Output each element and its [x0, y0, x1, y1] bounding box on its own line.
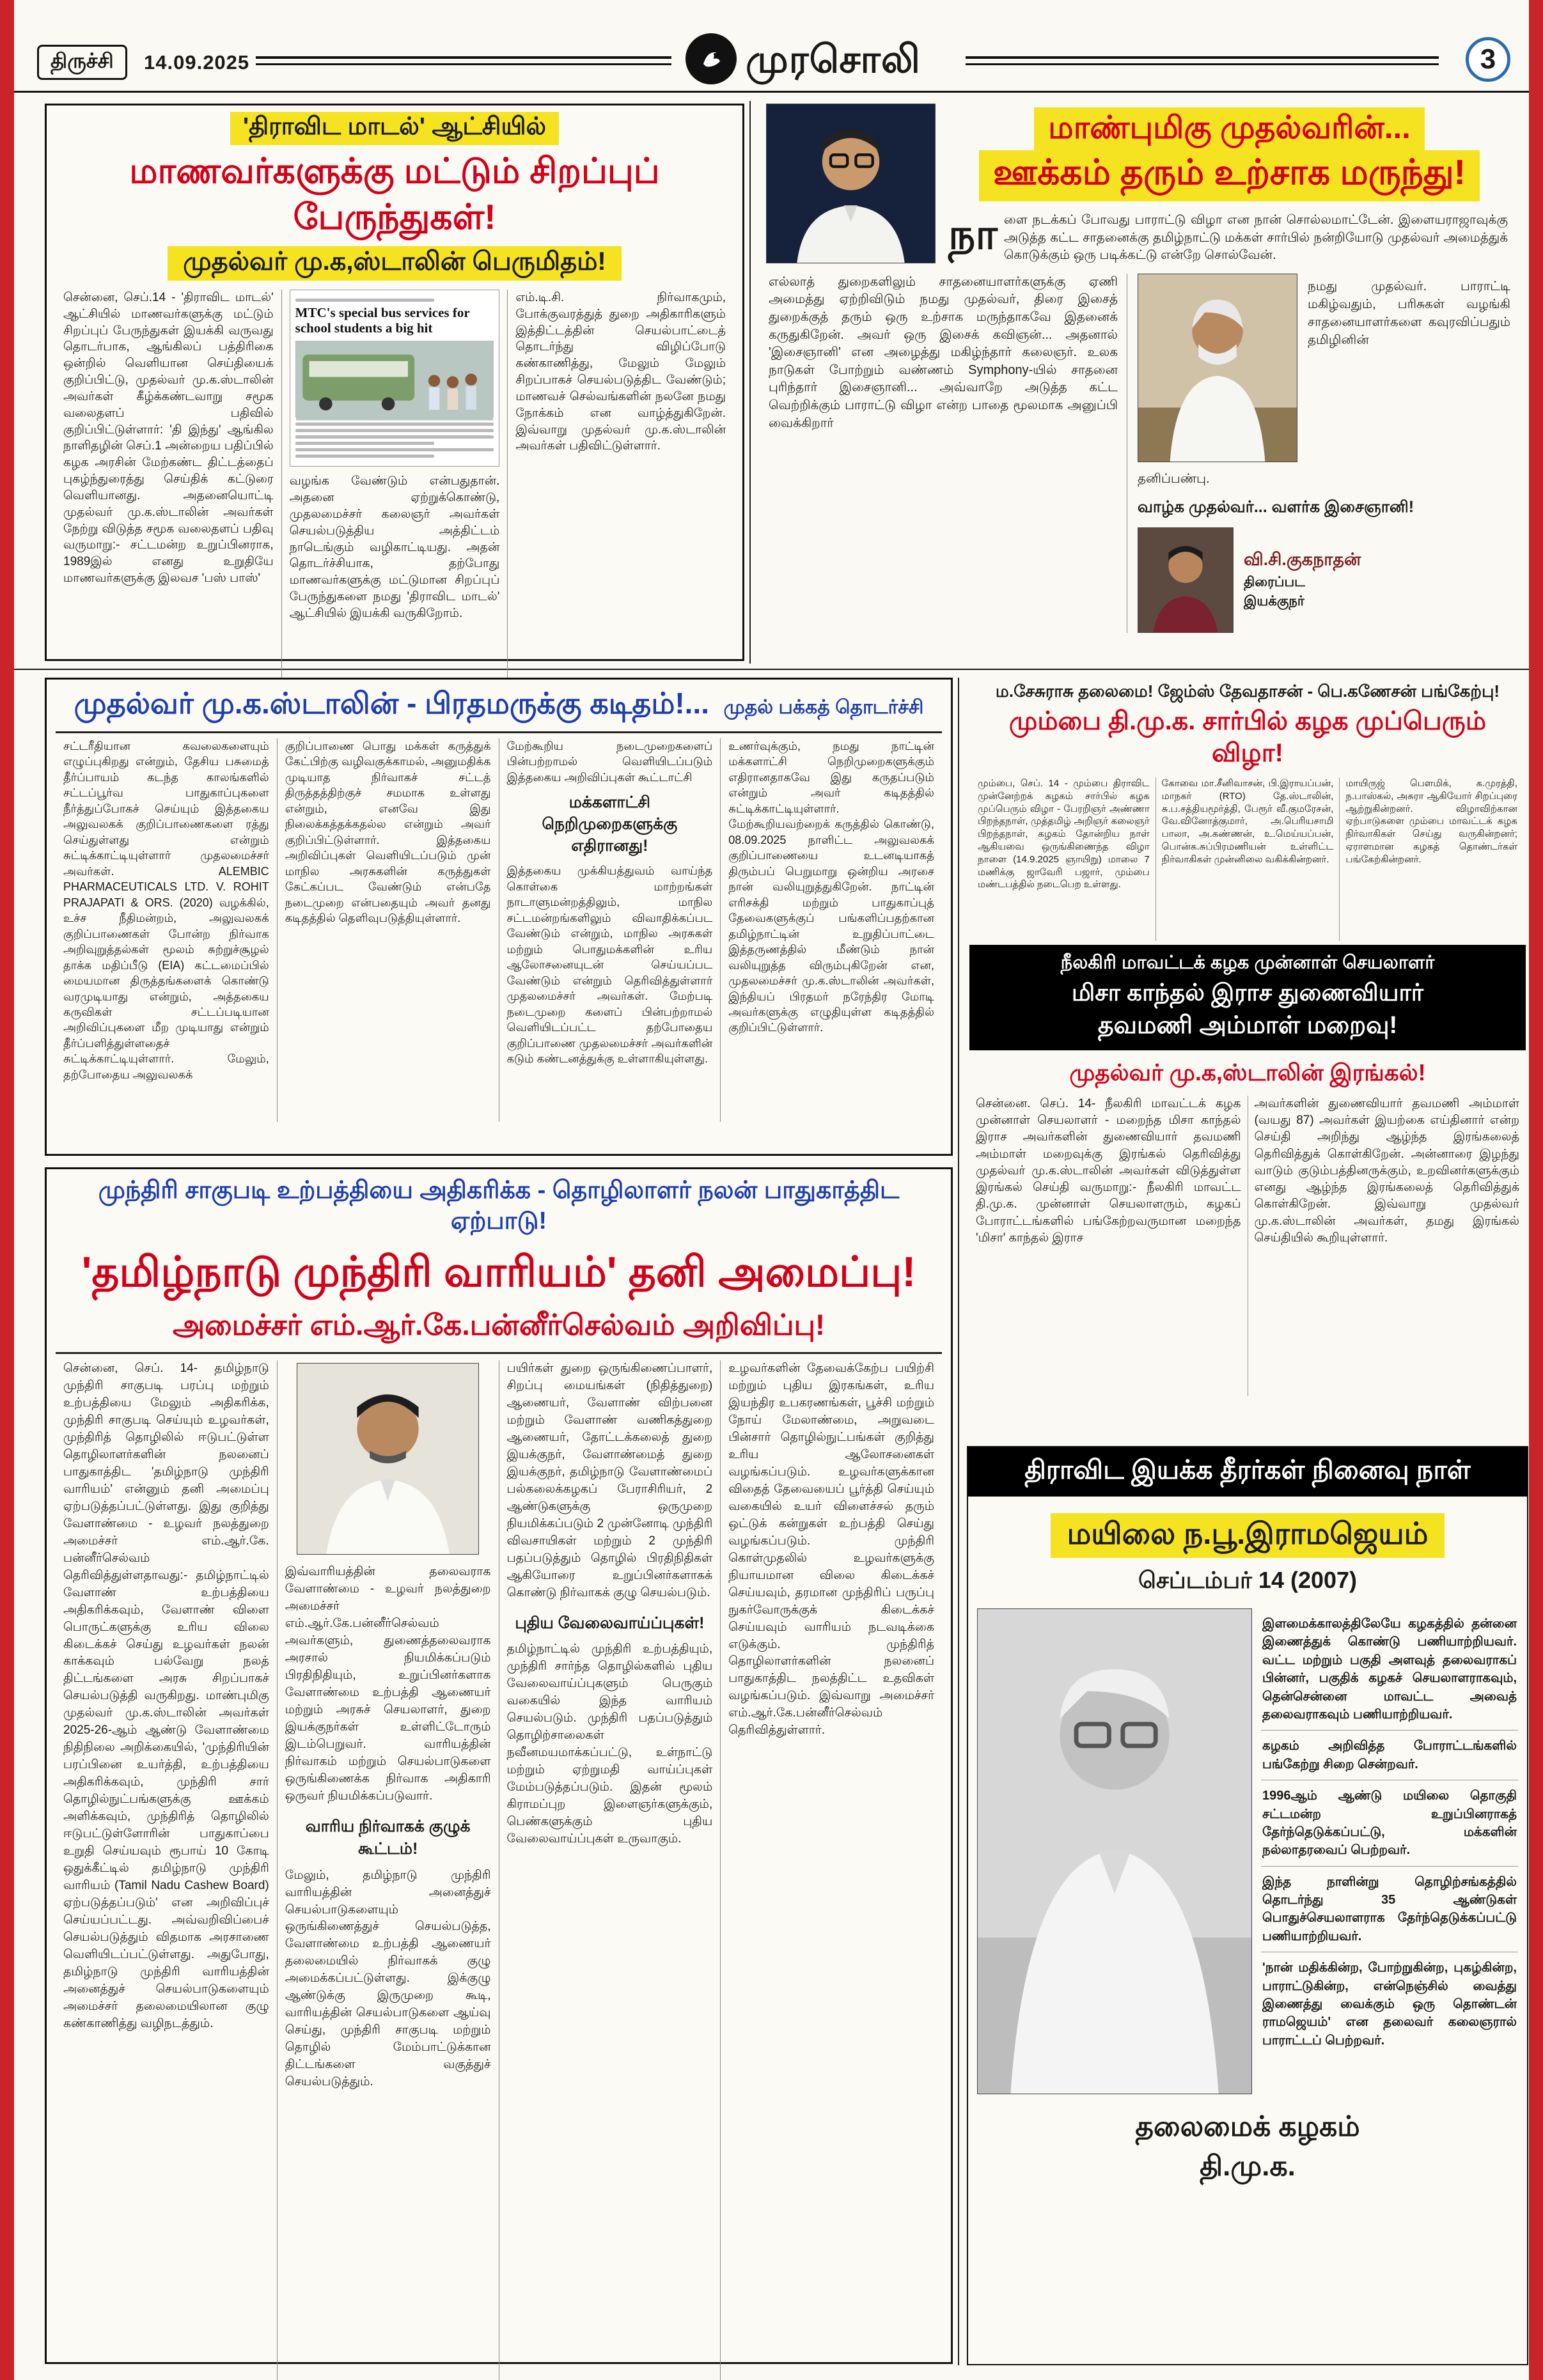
masthead-title: முரசொலி — [746, 38, 921, 81]
column-rule-top — [749, 101, 751, 664]
masthead-date: 14.09.2025 — [144, 51, 250, 74]
article-school-buses — [45, 104, 744, 661]
header-rule — [14, 91, 1529, 93]
page-number-badge: 3 — [1466, 37, 1510, 82]
cashew-col2 — [277, 1360, 499, 2380]
author-role-1: திரைப்பட — [1244, 574, 1305, 589]
mumbai-col1: மும்பை, செப். 14 - மும்பை திராவிட முன்னேற்றக் கழகம் சார்பில் கழக முப்பெரும் விழா - பேரறிஞர் அண்ணா பிறந்தநாள், முத்தமிழ் அறிஞர் கலைஞர் பிறந்தநாள், கழகம் தோன்றிய நாள் ஆகியவை ஒருங்கிணைந்த விழா நாளை (14.9.2025 ஞாயிறு) மாலை 7 மணிக்கு ஜாவேரி பஜார், மும்பை மண்டபத்தில் நடைபெற உள்ளது. — [978, 778, 1150, 891]
tribute-slogan: வாழ்க முதல்வர்... வளர்க இசைஞானி! — [1138, 497, 1414, 516]
clipping-text-line — [295, 423, 494, 426]
letter-body — [56, 738, 942, 1122]
obituary-banner-line3: தவமணி அம்மாள் மறைவு! — [1097, 1012, 1398, 1039]
memorial-footer-line1: தலைமைக் கழகம் — [1135, 2111, 1360, 2142]
clipping-text-line — [295, 299, 434, 302]
author-name-block — [1244, 550, 1361, 611]
letter-subhead: மக்களாட்சி நெறிமுறைகளுக்கு எதிரானது! — [542, 793, 678, 855]
article-memorial-day — [967, 1446, 1528, 2365]
tribute-lead — [944, 201, 1514, 265]
obituary-col1: சென்னை. செப். 14- நீலகிரி மாவட்டக் கழக முன்னாள் செயலாளர் - மறைந்த மிசா காந்தல் இராச அவர்களின் துணைவியார் தவமணி அம்மாள் மறைவுக்கு இரங்கல் தெரிவித்து முதல்வர் மு.க.ஸ்டாலின் அவர்கள் விடுத்துள்ள இரங்கல் செய்தி வருமாறு:- நீலகிரி மாவட்ட தி.மு.க. முன்னாள் செயலாளரும், கழகப் போராட்டங்களில் பங்கேற்றவருமான மறைந்த 'மிசா' காந்தல் இராச — [976, 1097, 1241, 1245]
obituary-banner-line2: மிசா காந்தல் இராச துணைவியார் — [1071, 979, 1424, 1006]
article-mumbai-event — [967, 679, 1528, 941]
column-rule-right — [958, 678, 959, 2365]
memorial-para3: 1996ஆம் ஆண்டு மயிலை தொகுதி சட்டமன்ற உறுப்பினராகத் தேர்ந்தெடுக்கப்பட்டு, மக்களின் நல்லாதரவைப் பெற்றவர். — [1261, 1780, 1518, 1867]
cashew-headline-rule — [56, 1352, 942, 1354]
memorial-photo — [977, 1608, 1252, 2094]
mumbai-kicker: ம.சேசுராசு தலைமை! ஜேம்ஸ் தேவதாசன் - பெ.கணேசன் பங்கேற்பு! — [995, 681, 1500, 701]
obituary-subhead: முதல்வர் மு.க,ஸ்டாலின் இரங்கல்! — [1069, 1059, 1426, 1085]
memorial-footer — [968, 2111, 1527, 2186]
news-clipping — [290, 290, 500, 467]
cashew-subhead2: வாரிய நிர்வாகக் குழுக் கூட்டம்! — [305, 1817, 471, 1858]
tribute-headline-1: மாண்புமிகு முதல்வரின்... — [1034, 107, 1424, 150]
right-margin-bar — [1529, 0, 1543, 2380]
article-cashew-board — [45, 1167, 953, 2364]
tribute-headline-2: ஊக்கம் தரும் உற்சாக மருந்து! — [979, 150, 1480, 201]
mumbai-body — [972, 777, 1523, 941]
memorial-name: மயிலை ந.பூ.இராமஜெயம் — [1051, 1513, 1445, 1558]
tribute-dropcap: நா — [948, 210, 998, 258]
mumbai-col2: கோவை மா.சீனிவாசன், பி.இராயப்பன், மாநகர் (RTO) தே.ஸ்டாலின், சு.ப.சத்தியமூர்த்தி, பேரூர் வீ.குமரேசன், வே.வினோத்குமார், அ.பெரியசாமி பாலா, அ.கண்ணன், உ.மெய்யப்பன், பொன்க.சுப்பிரமணியன் உள்ளிட்ட நிர்வாகிகள் முன்னிலை வகிக்கின்றனர். — [1155, 777, 1340, 941]
tribute-below-photo: தனிப்பண்பு. — [1138, 471, 1210, 486]
minister-photo — [297, 1363, 479, 1555]
letter-col2: குறிப்பாணை பொது மக்கள் கருத்துக் கேட்பிற்கு வழிவகுக்காமல், அனுமதிக்க முடியாத நிர்வாகச் சட்டத் திருத்தத்திற்குச் சமமாக உள்ளது என்றும், எனவே இது நிலைக்கத்தக்கதல்ல என்றும் அவர் குறிப்பிட்டுள்ளார். இத்தகைய அறிவிப்புகள் வெளியிடப்படும் முன் மாநில அரசுகளின் கருத்துகள் கேட்கப்பட வேண்டும் என்பதே நடைமுறை என்பதையும் அவர் தனது கடிதத்தில் தெளிவுபடுத்தியுள்ளார். — [277, 738, 499, 1122]
left-margin-bar — [0, 0, 14, 2380]
letter-col4: உணர்வுக்கும், நமது நாட்டின் மக்களாட்சி நெறிமுறைகளுக்கும் எதிரானதாகவே இது கருதப்படும் என்றும் அவர் கடிதத்தில் சுட்டிக்காட்டியுள்ளார். மேற்கூறியவற்றைக் கருத்தில் கொண்டு, 08.09.2025 நாளிட்ட அலுவலகக் குறிப்பாணையை உடனடியாகத் திரும்பப் பெறுமாறு ஒன்றிய அரசை நான் வலியுறுத்துகிறேன். நாட்டின் எரிசக்தி மற்றும் பாதுகாப்புத் தேவைகளுக்குப் பங்களிப்பதற்கான தமிழ்நாட்டின் உறுதிப்பாட்டை இத்தருணத்தில் மீண்டும் நான் வலியுறுத்த விரும்புகிறேன் என, முதலமைச்சர் மு.க.ஸ்டாலின் அவர்கள், இந்தியப் பிரதமர் நரேந்திர மோடி அவர்களுக்கு எழுதியுள்ள கடிதத்தில் குறிப்பிட்டுள்ளார். — [720, 738, 942, 1122]
bus-col2-text: வழங்க வேண்டும் என்பதுதான். அதனை ஏற்றுக்கொண்டு, முதலமைச்சர் கலைஞர் அவர்கள் செயல்படுத்திய அத்திட்டம் நாடெங்கும் வழிகாட்டியது. அதன் தொடர்ச்சியாக, தற்போது மாணவர்களுக்கு மட்டுமான சிறப்புப் பேருந்துகளை நமது 'திராவிட மாடல்' ஆட்சியில் இயக்கி வருகிறோம். — [289, 474, 500, 620]
cashew-subhead: அமைச்சர் எம்.ஆர்.கே.பன்னீர்செல்வம் அறிவிப்பு! — [173, 1309, 825, 1341]
cashew-col3 — [499, 1360, 721, 2380]
memorial-footer-line2: தி.மு.க. — [1200, 2151, 1296, 2182]
edition-box: திருச்சி — [37, 45, 127, 80]
cashew-kicker: முந்திரி சாகுபடி உற்பத்தியை அதிகரிக்க - தொழிலாளர் நலன் பாதுகாத்திட ஏற்பாடு! — [98, 1177, 900, 1234]
clipping-text-line — [295, 455, 434, 458]
masthead-logo — [685, 33, 737, 84]
clipping-text-line — [295, 435, 494, 439]
clipping-text-line — [295, 448, 494, 451]
obituary-banner — [969, 945, 1526, 1050]
article-obituary — [967, 945, 1528, 1437]
ilaiyaraaja-portrait-illustration — [1138, 274, 1297, 462]
author-name: வி.சி.குகநாதன் — [1244, 549, 1361, 569]
article-cm-tribute — [761, 101, 1519, 662]
cashew-col1: சென்னை, செப். 14- தமிழ்நாடு முந்திரி சாகுபடி பரப்பு மற்றும் உற்பத்தியை மேலும் அதிகரிக்க, முந்திரி சாகுபடி செய்யும் உழவர்கள், முந்திரித் தொழிலில் ஈடுபட்டுள்ள தொழிலாளர்களின் நலனைப் பாதுகாத்திட 'தமிழ்நாடு முந்திரி வாரியம்' என்னும் தனி அமைப்பு ஏற்படுத்தப்பட்டுள்ளது. இது குறித்து வேளாண்மை - உழவர் நலத்துறை அமைச்சர் எம்.ஆர்.கே. பன்னீர்செல்வம் தெரிவித்துள்ளதாவது:- தமிழ்நாட்டில் வேளாண் உற்பத்தியை அதிகரிக்கவும், வேளாண் விளை பொருட்களுக்கு உரிய விலை கிடைக்கச் செய்து உழவர்கள் நலன் காக்கவும் பல்வேறு நலத் திட்டங்களை அரசு சிறப்பாகச் செயல்படுத்தி வருகிறது. மாண்புமிகு முதல்வர் மு.க.ஸ்டாலின் அவர்கள் 2025-26-ஆம் ஆண்டு வேளாண்மை நிதிநிலை அறிக்கையில், 'முந்திரியின் பரப்பினை உயர்த்தி, உற்பத்தியை அதிகரிக்கவும், முந்திரி சார் தொழில்நுட்பங்களுக்கு ஊக்கம் அளிக்கவும், முந்திரித் தொழிலில் ஈடுபட்டுள்ளோரின் பாதுகாப்பை உறுதி செய்யவும் ரூபாய் 10 கோடி ஒதுக்கீட்டில் தமிழ்நாடு முந்திரி வாரியம் (Tamil Nadu Cashew Board) ஏற்படுத்தப்படும்' என அறிவிப்புச் செய்யப்பட்டது. அவ்வறிவிப்பைச் செயல்படுத்தும் விதமாக அரசாணை வெளியிடப்பட்டுள்ளது. அதுபோது, தமிழ்நாடு முந்திரி வாரியத்தின் அனைத்துச் செயல்பாடுகளையும் அமைச்சர் தலைமையிலான குழு கண்காணித்து வழிநடத்தும். — [63, 1362, 269, 2030]
memorial-para2: கழகம் அறிவித்த போராட்டங்களில் பங்கேற்று சிறை சென்றவர். — [1261, 1731, 1518, 1780]
author-portrait-illustration — [1138, 528, 1233, 632]
bus-col2 — [281, 290, 508, 683]
author-attribution — [1138, 527, 1510, 633]
bus-headline: மாணவர்களுக்கு மட்டும் சிறப்புப் பேருந்துகள்! — [129, 151, 660, 237]
tribute-right-column — [1127, 274, 1514, 633]
tribute-left-column: எல்லாத் துறைகளிலும் சாதனையாளர்களுக்கு ஏணி அமைத்து ஏற்றிவிடும் நமது முதல்வர், திரை இசைத் துறைக்குத் தரும் ஒரு உற்சாக மருந்தாகவே இதனைக் கருதுகிறேன். அவர் ஒரு இசைக் கவிஞன்... அதனால் 'இசைஞானி' என அழைத்து மகிழ்ந்தார் கலைஞர். உலக நாடுகள் போற்றும் வண்ணம் Symphony-யில் சாதனை புரிந்தார் இசைஞானி... அவ்வாறே அடுத்த கட்ட வெற்றிக்கும் பாராட்டு விழா என்ற பாதை மூலமாக அனுப்பி வைக்கிறார் — [766, 274, 1127, 633]
letter-col3 — [499, 738, 721, 1122]
cashew-col3a: பயிர்கள் துறை ஒருங்கிணைப்பாளர், சிறப்பு மையங்கள் (நிதித்துறை) ஆணையர், வேளாண் விற்பனை மற்றும் வேளாண் வணிகத்துறை ஆணையர், தோட்டக்கலைத் துறை இயக்குநர், வேளாண்மைத் துறை இயக்குநர், தமிழ்நாடு வேளாண்மைப் பல்கலைக்கழகப் பேராசிரியர், 2 ஆண்டுகளுக்கு ஒருமுறை நியமிக்கப்படும் 2 முன்னோடி முந்திரி விவசாயிகள் மற்றும் 2 முந்திரி பதப்படுத்தும் தொழில் பிரதிநிதிகள் ஆகியோரை உறுப்பினர்களாகக் கொண்டு நிர்வாகக் குழு செயல்படும். — [506, 1362, 713, 1599]
memorial-date: செப்டம்பர் 14 (2007) — [1138, 1567, 1358, 1593]
memorial-portrait-illustration — [978, 1609, 1251, 2094]
bus-col3: எம்.டி.சி. நிர்வாகமும், போக்குவரத்துத் துறை அதிகாரிகளும் இத்திட்டத்தின் செயல்பாட்டைத் தொடர்ந்து விழிப்போடு கண்காணித்து, மேலும் மேலும் சிறப்பாகச் செயல்படுத்திட வேண்டும்; மாணவச் செல்வங்களின் நலனே நமது நோக்கம் என வாழ்த்துகிறேன். இவ்வாறு முதல்வர் மு.க.ஸ்டாலின் அவர்கள் பதிவிட்டுள்ளார். — [507, 290, 733, 683]
bus-body — [56, 290, 733, 683]
memorial-content — [968, 1597, 1527, 2094]
bus-col1: சென்னை, செப்.14 - 'திராவிட மாடல்' ஆட்சியில் மாணவர்களுக்கு மட்டும் சிறப்புப் பேருந்துகள் இயக்கி வருவது தொடர்பாக, ஆங்கிலப் பத்திரிகை ஒன்றில் வெளியான செய்தியைக் குறிப்பிட்டு, முதல்வர் மு.க.ஸ்டாலின் அவர்கள் கீழ்க்கண்டவாறு சமூக வலைதளப் பதிவில் குறிப்பிட்டுள்ளார்: 'தி இந்து' ஆங்கில நாளிதழின் செப்.1 அன்றைய பதிப்பில் கழக அரசின் மேற்கண்ட திட்டத்தைப் புகழ்ந்துரைத்து செய்திக் கட்டுரை வெளியானது. அதனையொட்டி முதல்வர் மு.க.ஸ்டாலின் அவர்கள் நேற்று விடுத்த சமூக வலைதளப் பதிவு வருமாறு:- சட்டமன்ற உறுப்பினராக, 1989இல் எனது உறுதியே மாணவர்களுக்கு இலவச 'பஸ் பாஸ்' — [63, 291, 274, 586]
author-role-2: இயக்குநர் — [1244, 593, 1304, 609]
drum-bird-icon — [694, 42, 728, 75]
masthead-rule-left — [256, 56, 671, 65]
mumbai-headline: மும்பை தி.மு.க. சார்பில் கழக முப்பெரும் விழா! — [1008, 707, 1487, 767]
tribute-lead-text: ளை நடக்கப் போவது பாராட்டு விழா என நான் சொல்லமாட்டேன். இளையராஜாவுக்கு அடுத்த கட்ட சாதனைக்கு தமிழ்நாட்டு மக்கள் சார்பில் நன்றியோடு முதல்வர் அமைத்துக் கொடுக்கும் ஒரு படிக்கட்டு என்றே சொல்வேன். — [1003, 213, 1508, 263]
tribute-headline-block — [944, 104, 1514, 265]
cashew-col3b: தமிழ்நாட்டில் முந்திரி உற்பத்தியும், முந்திரி சார்ந்த தொழில்களில் புதிய வேலைவாய்ப்புகளும் பெருகும் வகையில் இந்த வாரியம் செயல்படும். முந்திரி பதப்படுத்தும் தொழிற்சாலைகள் நவீனமயமாக்கப்பட்டு, உள்நாட்டு மற்றும் ஏற்றுமதி வாய்ப்புகள் மேம்படுத்தப்படும். இதன் மூலம் கிராமப்புற இளைஞர்களுக்கும், பெண்களுக்கும் புதிய வேலைவாய்ப்புகள் உருவாகும். — [506, 1642, 713, 1846]
letter-headline: முதல்வர் மு.க.ஸ்டாலின் - பிரதமருக்கு கடிதம்!... — [74, 687, 709, 720]
ilaiyaraaja-photo — [1138, 274, 1297, 462]
bus-photo-illustration — [296, 341, 494, 420]
bus-kicker: 'திராவிட மாடல்' ஆட்சியில் — [230, 112, 559, 145]
clipping-headline: MTC's special bus services for school students a big hit — [295, 305, 470, 336]
minister-portrait-illustration — [297, 1364, 478, 1554]
memorial-banner: திராவிட இயக்க தீரர்கள் நினைவு நாள் — [968, 1447, 1527, 1497]
letter-col3a: மேற்கூறிய நடைமுறைகளைப் பின்பற்றாமல் வெளியிடப்படும் இத்தகைய அறிவிப்புகள் கூட்டாட்சி — [506, 740, 713, 784]
letter-col1: சட்டரீதியான கவலைகளையும் எழுப்புகிறது என்றும், தேசிய பசுமைத் தீர்ப்பாயம் கடந்த காலங்களில் சட்டப்பூர்வ பாதுகாப்புகளை நீர்த்துப்போகச் செய்யும் இத்தகைய அலுவலகக் குறிப்பாணைகளை ரத்து செய்துள்ளது என்றும் சுட்டிக்காட்டியுள்ளார் முதலமைச்சர் அவர்கள். ALEMBIC PHARMACEUTICALS LTD. V. ROHIT PRAJAPATI & ORS. (2020) வழக்கில், உச்ச நீதிமன்றம், அலுவலகக் குறிப்பாணைகள் போன்ற நிர்வாக அறிவுறுத்தல்கள் மூலம் சுற்றுச்சூழல் தாக்க மதிப்பீடு (EIA) கட்டமைப்பில் மையமான திருத்தங்களைக் கொண்டு வரமுடியாது என்றும், அத்தகைய கருவிகள் சட்டப்படியான அறிவிப்புகளை மீற முடியாது என்றும் தீர்ப்பளித்துள்ளதைச் சுட்டிக்காட்டியுள்ளார். மேலும், தற்போதைய அலுவலகக் — [63, 740, 269, 1081]
cashew-body — [56, 1360, 942, 2380]
stalin-photo — [766, 104, 936, 263]
memorial-para5: 'நான் மதிக்கின்ற, போற்றுகின்ற, புகழ்கின்ற, பாராட்டுகின்ற, என்நெஞ்சில் வைத்து இணைத்து வைக்கும் ஒரு தொண்டன் ராமஜெயம்' என தலைவர் கலைஞரால் பாராட்டப் பெற்றவர். — [1262, 1961, 1517, 2048]
tribute-beside-photo: நமது முதல்வர். பாராட்டி மகிழ்வதும், பரிசுகள் வழங்கி சாதனையாளர்களை கவுரவிப்பதும் தமிழினின் — [1308, 279, 1510, 347]
mumbai-col3: மாயிருஜ் பௌமிக், க.முரத்தி, ந.பாஸ்கல், அசுரா ஆகியோர் சிறப்புரை ஆற்றுகின்றனர். விழாவிற்கான ஏற்பாடுகளை மும்பை மாவட்டக் கழக நிர்வாகிகள் செய்து வருகின்றனர்; ஏராளமான கழகத் தொண்டர்கள் பங்கேற்கின்றனர். — [1339, 777, 1523, 941]
cashew-col4: உழவர்களின் தேவைக்கேற்ப பயிற்சி மற்றும் புதிய இரகங்கள், உரிய இயந்திர உபகரணங்கள், பூச்சி மற்றும் நோய் மேலாண்மை, அறுவடை பின்சார் தொழில்நுட்பங்கள் குறித்து உரிய ஆலோசனைகள் வழங்கப்படும். உழவர்களுக்கான விதைத் தேவையைப் பூர்த்தி செய்யும் வகையில் உயர் விளைச்சல் தரும் ஒட்டுக் கன்றுகள் உற்பத்தி செய்து வழங்கப்படும். முந்திரி கொள்முதலில் உழவர்களுக்கு நியாயமான விலை கிடைக்கச் செய்யவும், தரமான முந்திரிப் பருப்பு நுகர்வோருக்குக் கிடைக்கச் செய்யவும் வாரியம் நடவடிக்கை எடுக்கும். முந்திரித் தொழிலாளர்களின் நலனைப் பாதுகாத்திட நலத்திட்ட உதவிகள் வழங்கப்படும். இவ்வாறு அமைச்சர் எம்.ஆர்.கே.பன்னீர்செல்வம் தெரிவித்துள்ளார். — [720, 1360, 942, 2380]
obituary-col2: அவர்களின் துணைவியார் தவமணி அம்மாள் (வயது 87) அவர்கள் இயற்கை எய்தினார் என்ற செய்தி அறிந்து ஆழ்ந்த இரங்கலைத் தெரிவித்துக் கொள்கிறேன். அன்னாரை இழந்து வாடும் குடும்பத்தினருக்கும், உறவினர்களுக்கும் எனது ஆழ்ந்த இரங்கலைத் தெரிவித்துக் கொள்கிறேன். இவ்வாறு முதல்வர் மு.க.ஸ்டாலின் அவர்கள், தமது இரங்கல் செய்தியில் கூறியுள்ளார். — [1248, 1096, 1526, 1396]
clipping-text-line — [295, 429, 494, 432]
cashew-col2b: மேலும், தமிழ்நாடு முந்திரி வாரியத்தின் அனைத்துச் செயல்பாடுகளையும் ஒருங்கிணைத்துச் செயல்படுத்த, வேளாண்மை உற்பத்தி ஆணையர் தலைமையில் நிர்வாகக் குழு அமைக்கப்பட்டுள்ளது. இக்குழு ஆண்டுக்கு இருமுறை கூடி, வாரியத்தின் செயல்பாடுகளை ஆய்வு செய்து, முந்திரி சாகுபடி மற்றும் தொழில் மேம்பாட்டுக்கான திட்டங்களை வகுத்துச் செயல்படுத்தும். — [285, 1868, 491, 2089]
memorial-text-column — [1261, 1608, 1518, 2094]
cashew-headline: 'தமிழ்நாடு முந்திரி வாரியம்' தனி அமைப்பு! — [81, 1248, 916, 1295]
letter-col3b: இத்தகைய முக்கியத்துவம் வாய்ந்த கொள்கை மாற்றங்கள் நாடாளுமன்றத்திலும், மாநில சட்டமன்றங்களிலும் விவாதிக்கப்பட வேண்டும் என்றும், மாநில அரசுகள் மற்றும் பொதுமக்களின் உரிய ஆலோசனையுடன் செய்யப்பட வேண்டும் என்றும் தெரிவித்துள்ளார் முதலமைச்சர் அவர்கள். மேற்படி நடைமுறை களைப் பின்பற்றாமல் வெளியிடப்பட்ட தற்போதைய குறிப்பாணை முதலமைச்சர் அவர்களின் கடும் கண்டனத்துக்கு உள்ளாகியுள்ளது. — [506, 864, 713, 1066]
memorial-para4: இந்த நாளின்று தொழிற்சங்கத்தில் தொடர்ந்து 35 ஆண்டுகள் பொதுச்செயலாளராக தேர்ந்தெடுக்கப்பட்டு பணியாற்றியவர். — [1261, 1867, 1518, 1953]
bus-subhead: முதல்வர் மு.க,ஸ்டாலின் பெருமிதம்! — [168, 246, 621, 281]
obituary-banner-line1: நீலகிரி மாவட்டக் கழக முன்னாள் செயலாளர் — [1060, 953, 1435, 973]
stalin-portrait-illustration — [767, 104, 935, 263]
memorial-para1: இளமைக்காலத்திலேயே கழகத்தில் தன்னை இணைத்துக் கொண்டு பணியாற்றியவர். வட்ட மற்றும் பகுதி அளவுத் தலைவராகப் பின்னர், பகுதிக் கழகச் செயலாளராகவும், தென்சென்னை மாவட்ட அவைத் தலைவராகவும் பணியாற்றியவர். — [1261, 1608, 1518, 1731]
clipping-text-line — [295, 442, 434, 445]
letter-continuation: முதல் பக்கத் தொடர்ச்சி — [723, 697, 924, 718]
cashew-col2a: இவ்வாரியத்தின் தலைவராக வேளாண்மை - உழவர் நலத்துறை அமைச்சர் எம்.ஆர்.கே.பன்னீர்செல்வம் அவர்களும், துணைத்தலைவராக அரசால் நியமிக்கப்படும் பிரதிநிதியும், உறுப்பினர்களாக வேளாண்மை உற்பத்தி ஆணையர் மற்றும் அரசுச் செயலாளர், துறை இயக்குநர்கள் உள்ளிட்டோரும் இடம்பெறுவர். வாரியத்தின் நிர்வாகம் மற்றும் செயல்பாடுகளை ஒருங்கிணைக்க நிர்வாக அதிகாரி ஒருவர் நியமிக்கப்படுவார். — [285, 1565, 491, 1803]
masthead-rule-right — [966, 56, 1439, 65]
obituary-body — [969, 1096, 1526, 1396]
clipping-photo — [295, 341, 494, 417]
cashew-subhead3: புதிய வேலைவாய்ப்புகள்! — [515, 1614, 705, 1632]
letter-headline-rule — [56, 731, 942, 733]
author-photo — [1138, 527, 1234, 633]
article-pm-letter — [45, 678, 953, 1156]
